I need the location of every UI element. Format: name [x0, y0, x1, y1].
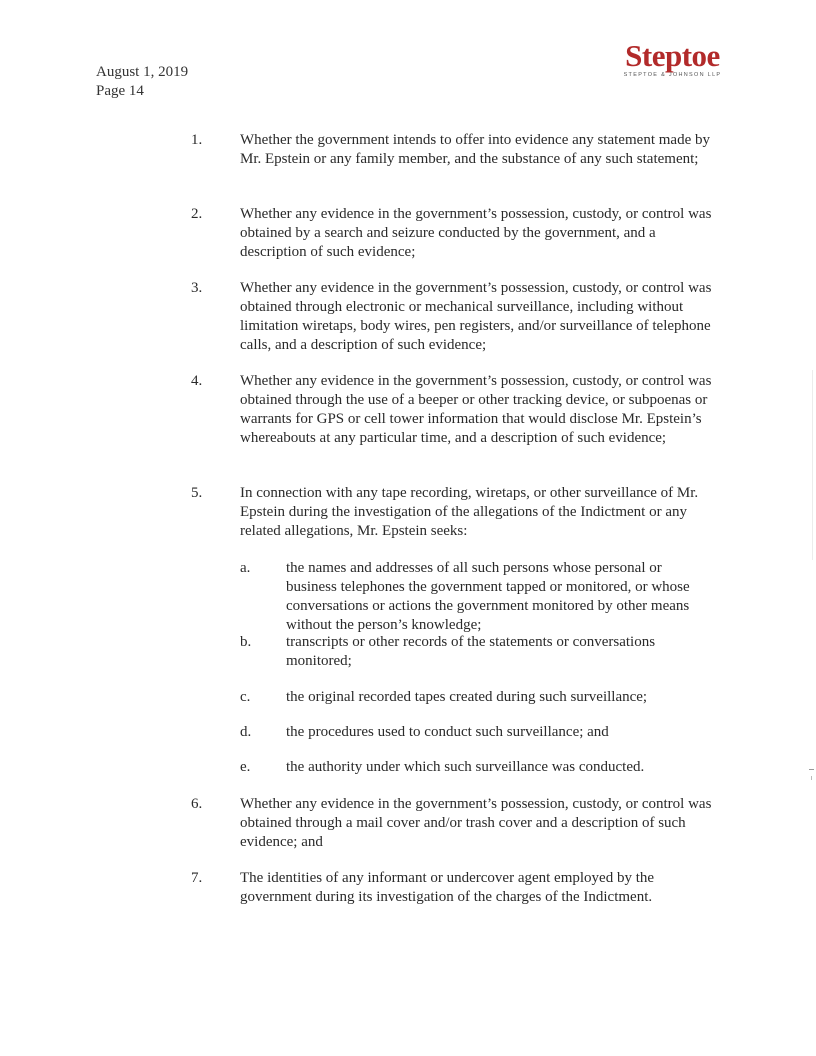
- list-item-text: The identities of any informant or undercover agent employed by the government during its investigation of the charges of the Indictment.: [240, 870, 655, 905]
- sub-item-text: transcripts or other records of the statements or conversations monitored;: [286, 634, 656, 669]
- list-item-number: 1.: [191, 132, 203, 148]
- sub-item-text: the authority under which such surveillance was conducted.: [286, 759, 645, 775]
- list-item-text: Whether the government intends to offer into evidence any statement made by Mr. Epstein or any family member, and the substance of any such statement;: [240, 132, 710, 167]
- sub-item-text: the names and addresses of all such persons whose personal or business telephones the government tapped or monitored, or whose conversations or actions the government monitored by other means without the person’s knowledge;: [286, 560, 690, 633]
- list-item-text: Whether any evidence in the government’s possession, custody, or control was obtained through a mail cover and/or trash cover and a description of such evidence; and: [240, 796, 712, 850]
- sub-item-letter: b.: [240, 634, 252, 650]
- sub-item-text: the procedures used to conduct such surveillance; and: [286, 724, 609, 740]
- letter-date: August 1, 2019: [96, 64, 189, 80]
- scan-edge-mark: [809, 769, 814, 770]
- list-item-text: Whether any evidence in the government’s possession, custody, or control was obtained through the use of a beeper or other tracking device, or subpoenas or warrants for GPS or cell tower information that would disclose Mr. Epstein’s whereabouts at any particular time, and a description of such evidence;: [240, 373, 712, 446]
- list-item-text: In connection with any tape recording, wiretaps, or other surveillance of Mr. Epstein during the investigation of the allegations of the Indictment or any related allegations, Mr. Epstein seeks:: [240, 485, 699, 539]
- sub-item-letter: a.: [240, 560, 251, 576]
- scan-edge-line: [812, 370, 813, 560]
- list-item-number: 4.: [191, 373, 203, 389]
- list-item-text: Whether any evidence in the government’s possession, custody, or control was obtained by a search and seizure conducted by the government, and a description of such evidence;: [240, 206, 712, 260]
- sub-item-letter: c.: [240, 689, 251, 705]
- list-item-number: 3.: [191, 280, 203, 296]
- sub-item-letter: e.: [240, 759, 251, 775]
- list-item-number: 7.: [191, 870, 203, 886]
- logo-subtitle: STEPTOE & JOHNSON LLP: [623, 72, 722, 78]
- page-number: Page 14: [96, 83, 144, 99]
- list-item-text: Whether any evidence in the government’s possession, custody, or control was obtained through electronic or mechanical surveillance, including without limitation wiretaps, body wires, pen registers, and/or surveillance of telephone calls, and a description of such evidence;: [240, 280, 712, 353]
- list-item-number: 6.: [191, 796, 203, 812]
- list-item-number: 5.: [191, 485, 203, 501]
- sub-item-text: the original recorded tapes created during such surveillance;: [286, 689, 648, 705]
- list-item-number: 2.: [191, 206, 203, 222]
- steptoe-logo: [620, 40, 725, 78]
- scan-edge-mark: [811, 776, 812, 780]
- logo-wordmark: Steptoe: [625, 38, 720, 73]
- sub-item-letter: d.: [240, 724, 252, 740]
- letter-header: [96, 63, 188, 101]
